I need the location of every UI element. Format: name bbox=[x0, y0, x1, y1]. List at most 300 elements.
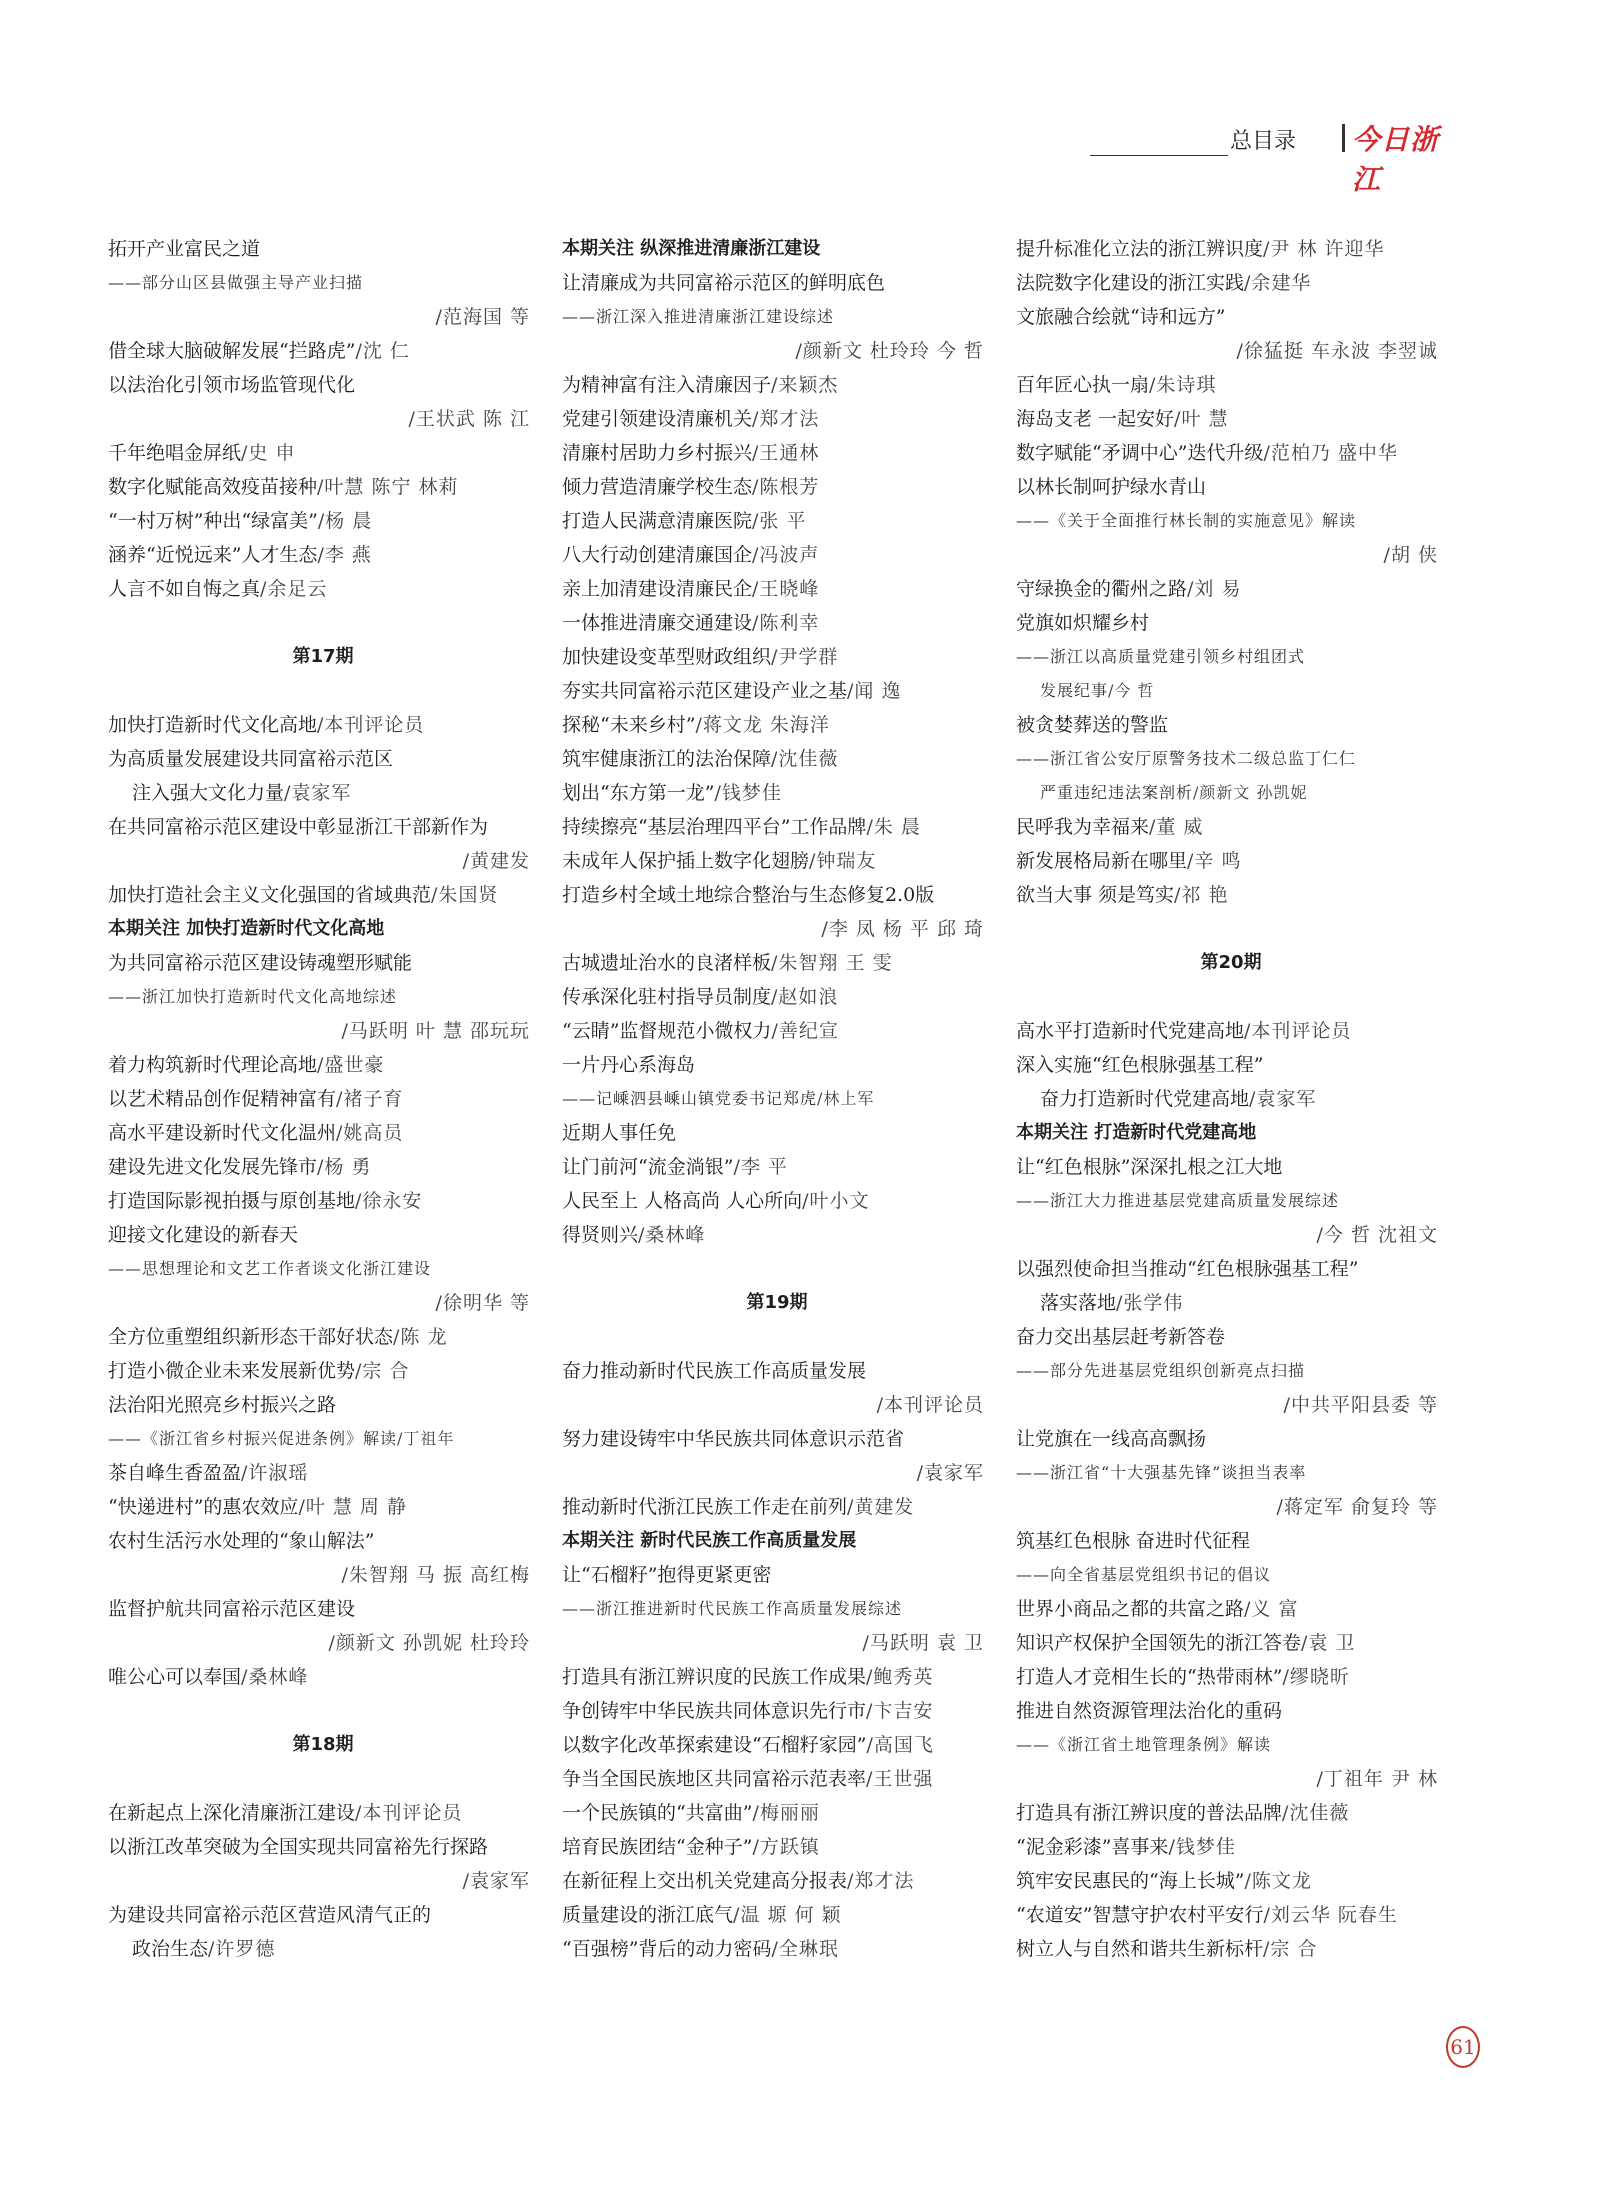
toc-entry bbox=[562, 810, 992, 844]
toc-entry bbox=[1016, 878, 1446, 912]
entry-author: /本刊评论员 bbox=[317, 714, 425, 736]
toc-entry bbox=[562, 1218, 992, 1252]
entry-title: 在新征程上交出机关党建高分报表 bbox=[562, 1870, 848, 1892]
toc-entry bbox=[562, 844, 992, 878]
toc-entry bbox=[562, 1728, 992, 1762]
entry-author: /许淑瑶 bbox=[241, 1462, 309, 1484]
toc-entry bbox=[1016, 1354, 1446, 1388]
entry-author: /朱诗琪 bbox=[1149, 374, 1217, 396]
entry-title: 人民至上 人格高尚 人心所向 bbox=[562, 1190, 803, 1212]
toc-entry bbox=[108, 776, 538, 810]
entry-title: 全方位重塑组织新形态干部好状态 bbox=[108, 1326, 394, 1348]
toc-column-3 bbox=[1016, 232, 1446, 1966]
header-divider bbox=[1342, 124, 1345, 152]
entry-title: 本期关注 纵深推进清廉浙江建设 bbox=[562, 238, 821, 259]
entry-author: /王晓峰 bbox=[752, 578, 820, 600]
toc-entry bbox=[1016, 1558, 1446, 1592]
spacer bbox=[108, 1694, 538, 1728]
entry-title: 打造国际影视拍摄与原创基地 bbox=[108, 1190, 356, 1212]
entry-title: 让门前河“流金淌银” bbox=[562, 1156, 734, 1178]
entry-title: ——记嵊泗县嵊山镇党委书记郑虎 bbox=[562, 1089, 818, 1108]
entry-author: /褚子育 bbox=[336, 1088, 404, 1110]
entry-title: 百年匠心执一扇 bbox=[1016, 374, 1150, 396]
entry-author: /方跃镇 bbox=[752, 1836, 820, 1858]
entry-author: /张 平 bbox=[752, 510, 807, 532]
toc-entry bbox=[1016, 1184, 1446, 1218]
entry-title: 打造小微企业未来发展新优势 bbox=[108, 1360, 356, 1382]
spacer bbox=[108, 674, 538, 708]
entry-author: /林上军 bbox=[817, 1089, 875, 1108]
toc-entry bbox=[108, 1048, 538, 1082]
toc-entry bbox=[108, 1184, 538, 1218]
toc-entry bbox=[108, 1796, 538, 1830]
toc-author-line bbox=[108, 300, 538, 334]
entry-title: ——《关于全面推行林长制的实施意见》解读 bbox=[1016, 511, 1357, 530]
toc-author-line bbox=[562, 1626, 992, 1660]
entry-title: 发展纪事 bbox=[1040, 681, 1109, 700]
entry-author: /郑才法 bbox=[752, 408, 820, 430]
toc-entry bbox=[108, 1150, 538, 1184]
entry-title: 农村生活污水处理的“象山解法” bbox=[108, 1530, 375, 1552]
entry-title: 推动新时代浙江民族工作走在前列 bbox=[562, 1496, 848, 1518]
entry-author: /叶 慧 bbox=[1174, 408, 1229, 430]
entry-author: /今 哲 沈祖文 bbox=[1316, 1224, 1438, 1246]
section-title: 总目录 bbox=[1230, 129, 1297, 154]
toc-entry bbox=[562, 946, 992, 980]
issue-heading bbox=[1016, 946, 1446, 980]
toc-entry bbox=[108, 980, 538, 1014]
toc-author-line bbox=[1016, 1490, 1446, 1524]
toc-entry bbox=[562, 674, 992, 708]
toc-entry bbox=[108, 1524, 538, 1558]
entry-title: 夯实共同富裕示范区建设产业之基 bbox=[562, 680, 848, 702]
entry-title: 唯公心可以奉国 bbox=[108, 1666, 242, 1688]
entry-title: 欲当大事 须是笃实 bbox=[1016, 884, 1175, 906]
entry-title: 筑基红色根脉 奋进时代征程 bbox=[1016, 1530, 1251, 1552]
toc-author-line bbox=[108, 1286, 538, 1320]
toc-entry bbox=[108, 470, 538, 504]
entry-title: 努力建设铸牢中华民族共同体意识示范省 bbox=[562, 1428, 905, 1450]
toc-entry bbox=[108, 266, 538, 300]
entry-title: 严重违纪违法案剖析 bbox=[1040, 783, 1194, 802]
entry-title: 为高质量发展建设共同富裕示范区 bbox=[108, 748, 394, 770]
feature-heading bbox=[108, 912, 538, 946]
entry-title: 在共同富裕示范区建设中彰显浙江干部新作为 bbox=[108, 816, 489, 838]
toc-entry bbox=[562, 266, 992, 300]
entry-author: /沈佳薇 bbox=[1282, 1802, 1350, 1824]
entry-title: 涵养“近悦远来”人才生态 bbox=[108, 544, 318, 566]
entry-title: 一体推进清廉交通建设 bbox=[562, 612, 753, 634]
toc-entry bbox=[562, 1184, 992, 1218]
entry-title: 在新起点上深化清廉浙江建设 bbox=[108, 1802, 356, 1824]
entry-title: 打造具有浙江辨识度的普法品牌 bbox=[1016, 1802, 1283, 1824]
toc-author-line bbox=[108, 844, 538, 878]
entry-author: /马跃明 袁 卫 bbox=[862, 1632, 984, 1654]
toc-entry bbox=[562, 1558, 992, 1592]
entry-author: /钱梦佳 bbox=[714, 782, 782, 804]
entry-title: ——《浙江省乡村振兴促进条例》解读 bbox=[108, 1429, 398, 1448]
entry-title: 以浙江改革突破为全国实现共同富裕先行探路 bbox=[108, 1836, 489, 1858]
entry-author: /陈文龙 bbox=[1244, 1870, 1312, 1892]
entry-title: 推进自然资源管理法治化的重码 bbox=[1016, 1700, 1283, 1722]
entry-author: /梅丽丽 bbox=[752, 1802, 820, 1824]
toc-entry bbox=[562, 1830, 992, 1864]
toc-entry bbox=[108, 368, 538, 402]
toc-entry bbox=[562, 436, 992, 470]
entry-title: “一村万树”种出“绿富美” bbox=[108, 510, 318, 532]
toc-entry bbox=[108, 810, 538, 844]
entry-author: /温 塬 何 颖 bbox=[733, 1904, 842, 1926]
entry-title: 培育民族团结“金种子” bbox=[562, 1836, 753, 1858]
toc-entry bbox=[1016, 1014, 1446, 1048]
toc-author-line bbox=[1016, 334, 1446, 368]
entry-author: /蒋文龙 朱海洋 bbox=[695, 714, 830, 736]
toc-entry bbox=[562, 1490, 992, 1524]
toc-entry bbox=[1016, 1932, 1446, 1966]
entry-title: 拓开产业富民之道 bbox=[108, 238, 261, 260]
entry-author: /朱 晨 bbox=[866, 816, 921, 838]
toc-author-line bbox=[108, 1864, 538, 1898]
entry-title: 千年绝唱金屏纸 bbox=[108, 442, 242, 464]
entry-author: /余建华 bbox=[1244, 272, 1312, 294]
toc-entry bbox=[1016, 1082, 1446, 1116]
entry-title: 党建引领建设清廉机关 bbox=[562, 408, 753, 430]
toc-column-2 bbox=[562, 232, 992, 1966]
entry-title: 奋力交出基层赶考新答卷 bbox=[1016, 1326, 1226, 1348]
entry-title: 党旗如炽耀乡村 bbox=[1016, 612, 1150, 634]
entry-title: 以艺术精品创作促精神富有 bbox=[108, 1088, 337, 1110]
toc-entry bbox=[562, 1150, 992, 1184]
entry-author: /李 凤 杨 平 邱 琦 bbox=[821, 918, 984, 940]
entry-author: /杨 晨 bbox=[317, 510, 373, 532]
spacer bbox=[562, 1320, 992, 1354]
entry-title: 第18期 bbox=[292, 1734, 354, 1755]
entry-title: 被贪婪葬送的警监 bbox=[1016, 714, 1169, 736]
entry-title: 打造乡村全域土地综合整治与生态修复2.0版 bbox=[562, 884, 935, 906]
entry-title: 迎接文化建设的新春天 bbox=[108, 1224, 299, 1246]
toc-entry bbox=[1016, 1524, 1446, 1558]
entry-title: 政治生态 bbox=[132, 1938, 209, 1960]
entry-title: 法院数字化建设的浙江实践 bbox=[1016, 272, 1245, 294]
toc-entry bbox=[1016, 1456, 1446, 1490]
entry-title: 数字赋能“矛调中心”迭代升级 bbox=[1016, 442, 1264, 464]
spacer bbox=[1016, 980, 1446, 1014]
toc-entry bbox=[108, 436, 538, 470]
entry-author: /黄建发 bbox=[462, 850, 530, 872]
toc-author-line bbox=[1016, 538, 1446, 572]
entry-title: ——浙江推进新时代民族工作高质量发展综述 bbox=[562, 1599, 903, 1618]
entry-title: ——浙江省公安厅原警务技术二级总监丁仁仁 bbox=[1016, 749, 1357, 768]
entry-author: /桑林峰 bbox=[241, 1666, 309, 1688]
entry-author: /沈 仁 bbox=[355, 340, 410, 362]
entry-title: 让党旗在一线高高飘扬 bbox=[1016, 1428, 1207, 1450]
entry-title: 清廉村居助力乡村振兴 bbox=[562, 442, 753, 464]
toc-entry bbox=[562, 1048, 992, 1082]
spacer bbox=[562, 1252, 992, 1286]
entry-author: /袁 卫 bbox=[1301, 1632, 1356, 1654]
entry-title: 八大行动创建清廉国企 bbox=[562, 544, 753, 566]
toc-entry bbox=[562, 1898, 992, 1932]
toc-entry bbox=[562, 1694, 992, 1728]
issue-heading bbox=[108, 1728, 538, 1762]
entry-author: /蒋定军 俞复玲 等 bbox=[1276, 1496, 1438, 1518]
toc-entry bbox=[562, 776, 992, 810]
entry-author: /辛 鸣 bbox=[1187, 850, 1242, 872]
toc-entry bbox=[562, 402, 992, 436]
toc-author-line bbox=[108, 1558, 538, 1592]
entry-author: /今 哲 bbox=[1108, 681, 1155, 700]
entry-author: /闻 逸 bbox=[847, 680, 902, 702]
entry-title: 高水平建设新时代文化温州 bbox=[108, 1122, 337, 1144]
entry-title: 古城遗址治水的良渚样板 bbox=[562, 952, 772, 974]
entry-author: /范柏乃 盛中华 bbox=[1263, 442, 1398, 464]
toc-entry bbox=[1016, 674, 1446, 708]
entry-author: /冯波声 bbox=[752, 544, 820, 566]
entry-title: 人言不如自悔之真 bbox=[108, 578, 261, 600]
toc-entry bbox=[1016, 640, 1446, 674]
toc-entry bbox=[108, 232, 538, 266]
toc-entry bbox=[562, 980, 992, 1014]
toc-entry bbox=[562, 1116, 992, 1150]
entry-title: 民呼我为幸福来 bbox=[1016, 816, 1150, 838]
entry-title: 持续擦亮“基层治理四平台”工作品牌 bbox=[562, 816, 867, 838]
toc-entry bbox=[108, 1932, 538, 1966]
toc-entry bbox=[1016, 1286, 1446, 1320]
entry-author: /黄建发 bbox=[847, 1496, 915, 1518]
entry-title: 一片丹心系海岛 bbox=[562, 1054, 696, 1076]
entry-title: 深入实施“红色根脉强基工程” bbox=[1016, 1054, 1264, 1076]
toc-entry bbox=[108, 1830, 538, 1864]
entry-author: /尹学群 bbox=[771, 646, 839, 668]
spacer bbox=[108, 606, 538, 640]
entry-author: /范海国 等 bbox=[435, 306, 530, 328]
magazine-logo: 今日浙江 bbox=[1352, 123, 1440, 196]
toc-entry bbox=[562, 504, 992, 538]
entry-author: /马跃明 叶 慧 邵玩玩 bbox=[341, 1020, 530, 1042]
entry-title: 让“红色根脉”深深扎根之江大地 bbox=[1016, 1156, 1283, 1178]
toc-entry bbox=[1016, 402, 1446, 436]
toc-entry bbox=[562, 878, 992, 912]
toc-author-line bbox=[1016, 1388, 1446, 1422]
toc-entry bbox=[1016, 436, 1446, 470]
entry-title: “泥金彩漆”喜事来 bbox=[1016, 1836, 1169, 1858]
entry-title: 着力构筑新时代理论高地 bbox=[108, 1054, 318, 1076]
feature-heading bbox=[562, 1524, 992, 1558]
entry-author: /袁家军 bbox=[284, 782, 352, 804]
entry-title: 一个民族镇的“共富曲” bbox=[562, 1802, 753, 1824]
entry-author: /徐永安 bbox=[355, 1190, 423, 1212]
entry-title: ——浙江省“十大强基先锋”谈担当表率 bbox=[1016, 1463, 1307, 1482]
toc-entry bbox=[108, 742, 538, 776]
entry-title: 新发展格局新在哪里 bbox=[1016, 850, 1188, 872]
entry-author: /徐猛挺 车永波 李翌诚 bbox=[1236, 340, 1438, 362]
entry-title: 树立人与自然和谐共生新标杆 bbox=[1016, 1938, 1264, 1960]
entry-title: ——浙江深入推进清廉浙江建设综述 bbox=[562, 307, 835, 326]
entry-author: /鲍秀英 bbox=[866, 1666, 934, 1688]
entry-author: /盛世豪 bbox=[317, 1054, 385, 1076]
entry-author: /袁家军 bbox=[462, 1870, 530, 1892]
entry-author: /王通林 bbox=[752, 442, 820, 464]
entry-author: /王世强 bbox=[866, 1768, 934, 1790]
entry-author: /中共平阳县委 等 bbox=[1283, 1394, 1438, 1416]
toc-entry bbox=[108, 1490, 538, 1524]
entry-title: 第17期 bbox=[292, 646, 354, 667]
feature-heading bbox=[562, 232, 992, 266]
entry-author: /董 威 bbox=[1149, 816, 1204, 838]
toc-entry bbox=[562, 606, 992, 640]
entry-title: 第19期 bbox=[746, 1292, 808, 1313]
entry-author: /颜新文 杜玲玲 今 哲 bbox=[795, 340, 984, 362]
entry-author: /钱梦佳 bbox=[1168, 1836, 1236, 1858]
entry-title: 以林长制呵护绿水青山 bbox=[1016, 476, 1207, 498]
feature-heading bbox=[1016, 1116, 1446, 1150]
toc-entry bbox=[108, 538, 538, 572]
entry-title: 为精神富有注入清廉因子 bbox=[562, 374, 772, 396]
entry-title: ——向全省基层党组织书记的倡议 bbox=[1016, 1565, 1272, 1584]
toc-entry bbox=[1016, 368, 1446, 402]
entry-title: 数字化赋能高效疫苗接种 bbox=[108, 476, 318, 498]
toc-entry bbox=[1016, 300, 1446, 334]
toc-entry bbox=[1016, 266, 1446, 300]
entry-author: /义 富 bbox=[1244, 1598, 1299, 1620]
entry-author: /徐明华 等 bbox=[435, 1292, 530, 1314]
entry-author: /桑林峰 bbox=[638, 1224, 706, 1246]
issue-heading bbox=[108, 640, 538, 674]
toc-entry bbox=[108, 708, 538, 742]
toc-entry bbox=[562, 1660, 992, 1694]
entry-title: 加快打造社会主义文化强国的省域典范 bbox=[108, 884, 432, 906]
toc-author-line bbox=[1016, 1218, 1446, 1252]
entry-author: /姚高员 bbox=[336, 1122, 404, 1144]
entry-author: /祁 艳 bbox=[1174, 884, 1229, 906]
toc-entry bbox=[108, 878, 538, 912]
entry-author: /王状武 陈 江 bbox=[408, 408, 530, 430]
toc-entry bbox=[108, 1354, 538, 1388]
toc-entry bbox=[562, 300, 992, 334]
entry-title: 争创铸牢中华民族共同体意识先行市 bbox=[562, 1700, 867, 1722]
toc-entry bbox=[562, 640, 992, 674]
entry-author: /朱智翔 王 雯 bbox=[771, 952, 893, 974]
toc-entry bbox=[108, 1388, 538, 1422]
toc-entry bbox=[562, 708, 992, 742]
toc-entry bbox=[108, 1218, 538, 1252]
entry-title: ——部分先进基层党组织创新亮点扫描 bbox=[1016, 1361, 1306, 1380]
entry-title: 以强烈使命担当推动“红色根脉强基工程” bbox=[1016, 1258, 1359, 1280]
entry-author: /尹 林 许迎华 bbox=[1263, 238, 1385, 260]
entry-title: 海岛支老 一起安好 bbox=[1016, 408, 1175, 430]
spacer bbox=[1016, 912, 1446, 946]
entry-author: /朱国贤 bbox=[431, 884, 499, 906]
toc-entry bbox=[562, 1014, 992, 1048]
entry-title: 加快建设变革型财政组织 bbox=[562, 646, 772, 668]
toc-entry bbox=[562, 742, 992, 776]
toc-entry bbox=[1016, 1660, 1446, 1694]
entry-author: /沈佳薇 bbox=[771, 748, 839, 770]
entry-author: /全琳珉 bbox=[771, 1938, 839, 1960]
toc-entry bbox=[1016, 1796, 1446, 1830]
toc-author-line bbox=[562, 1388, 992, 1422]
entry-title: 以数字化改革探索建设“石榴籽家园” bbox=[562, 1734, 867, 1756]
toc-entry bbox=[562, 538, 992, 572]
entry-author: /许罗德 bbox=[208, 1938, 276, 1960]
toc-entry bbox=[108, 1592, 538, 1626]
toc-author-line bbox=[1016, 1762, 1446, 1796]
entry-title: “百强榜”背后的动力密码 bbox=[562, 1938, 772, 1960]
entry-author: /杨 勇 bbox=[317, 1156, 372, 1178]
entry-title: 探秘“未来乡村” bbox=[562, 714, 696, 736]
toc-entry bbox=[562, 572, 992, 606]
entry-title: 打造人才竞相生长的“热带雨林” bbox=[1016, 1666, 1283, 1688]
entry-title: 以法治化引领市场监管现代化 bbox=[108, 374, 356, 396]
toc-entry bbox=[1016, 742, 1446, 776]
toc-column-1 bbox=[108, 232, 538, 1966]
entry-author: /本刊评论员 bbox=[355, 1802, 463, 1824]
entry-title: 注入强大文化力量 bbox=[132, 782, 285, 804]
entry-title: 未成年人保护插上数字化翅膀 bbox=[562, 850, 810, 872]
entry-title: 争当全国民族地区共同富裕示范表率 bbox=[562, 1768, 867, 1790]
entry-title: “快递进村”的惠农效应 bbox=[108, 1496, 299, 1518]
toc-entry bbox=[108, 1456, 538, 1490]
entry-title: “云睛”监督规范小微权力 bbox=[562, 1020, 772, 1042]
entry-author: /胡 侠 bbox=[1383, 544, 1438, 566]
toc-entry bbox=[108, 1898, 538, 1932]
entry-title: 筑牢健康浙江的法治保障 bbox=[562, 748, 772, 770]
toc-entry bbox=[562, 368, 992, 402]
entry-title: ——浙江加快打造新时代文化高地综述 bbox=[108, 987, 398, 1006]
entry-title: 亲上加清建设清廉民企 bbox=[562, 578, 753, 600]
toc-entry bbox=[108, 572, 538, 606]
entry-author: /丁祖年 bbox=[397, 1429, 455, 1448]
entry-author: /余足云 bbox=[260, 578, 328, 600]
toc-entry bbox=[562, 1592, 992, 1626]
entry-author: /刘云华 阮春生 bbox=[1263, 1904, 1398, 1926]
toc-author-line bbox=[562, 334, 992, 368]
entry-title: 第20期 bbox=[1200, 952, 1262, 973]
entry-title: ——浙江大力推进基层党建高质量发展综述 bbox=[1016, 1191, 1340, 1210]
entry-author: /陈 龙 bbox=[393, 1326, 448, 1348]
entry-author: /宗 合 bbox=[1263, 1938, 1318, 1960]
header-rule bbox=[1090, 155, 1228, 156]
toc-entry bbox=[108, 1422, 538, 1456]
toc-entry bbox=[1016, 1864, 1446, 1898]
toc-entry bbox=[562, 1762, 992, 1796]
toc-entry bbox=[1016, 1252, 1446, 1286]
toc-entry bbox=[1016, 810, 1446, 844]
toc-entry bbox=[562, 1932, 992, 1966]
entry-title: 茶自峰生香盈盈 bbox=[108, 1462, 242, 1484]
entry-title: 落实落地 bbox=[1040, 1292, 1117, 1314]
entry-author: /本刊评论员 bbox=[1244, 1020, 1352, 1042]
entry-title: 划出“东方第一龙” bbox=[562, 782, 715, 804]
entry-title: 借全球大脑破解发展“拦路虎” bbox=[108, 340, 356, 362]
entry-title: 高水平打造新时代党建高地 bbox=[1016, 1020, 1245, 1042]
toc-author-line bbox=[108, 1626, 538, 1660]
toc-entry bbox=[1016, 572, 1446, 606]
toc-entry bbox=[1016, 1830, 1446, 1864]
entry-author: /缪晓昕 bbox=[1282, 1666, 1350, 1688]
toc-entry bbox=[1016, 606, 1446, 640]
entry-author: /卞吉安 bbox=[866, 1700, 934, 1722]
entry-title: 奋力打造新时代党建高地 bbox=[1040, 1088, 1250, 1110]
entry-author: /李 燕 bbox=[317, 544, 372, 566]
entry-author: /叶 慧 周 静 bbox=[298, 1496, 407, 1518]
toc-entry bbox=[1016, 708, 1446, 742]
entry-author: /袁家军 bbox=[916, 1462, 984, 1484]
entry-title: ——部分山区县做强主导产业扫描 bbox=[108, 273, 364, 292]
toc-entry bbox=[562, 1354, 992, 1388]
toc-entry bbox=[1016, 1626, 1446, 1660]
entry-title: 本期关注 新时代民族工作高质量发展 bbox=[562, 1530, 857, 1551]
